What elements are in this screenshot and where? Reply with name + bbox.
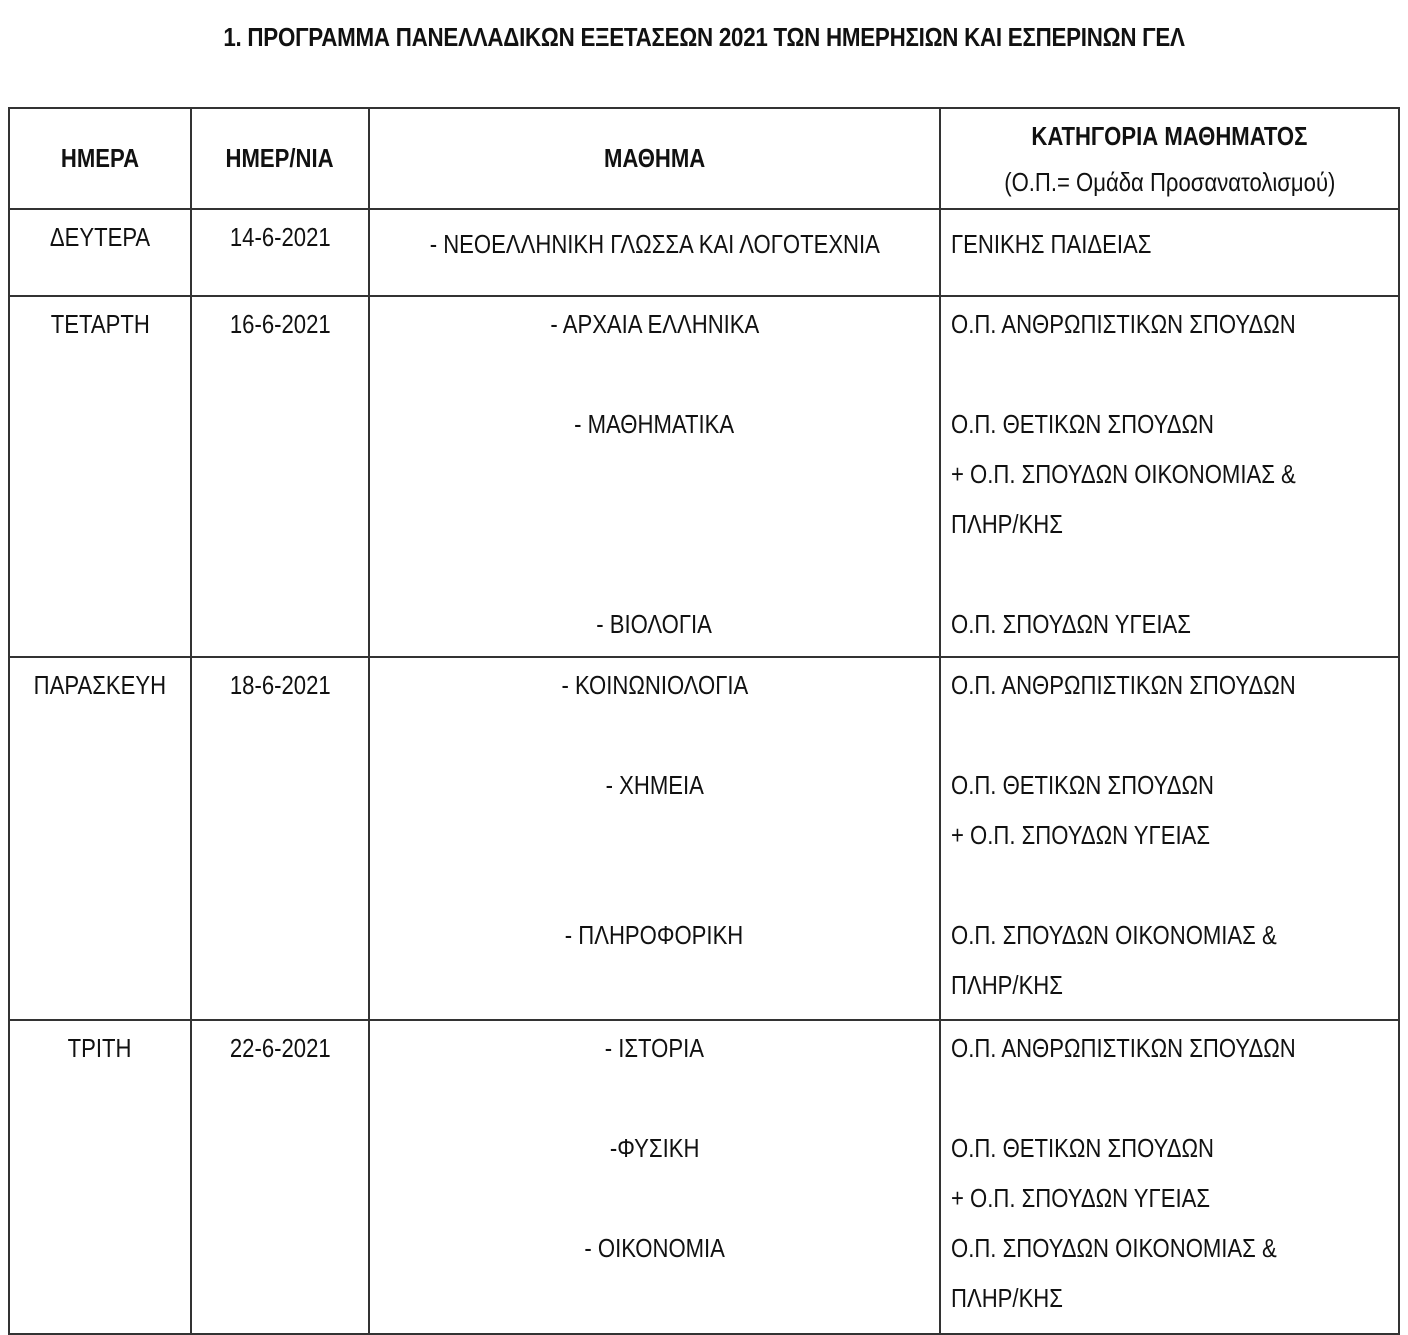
table-row — [9, 296, 1399, 657]
date-cell — [191, 209, 369, 296]
category-label: ΠΛΗΡ/ΚΗΣ — [951, 970, 1063, 1000]
header-day — [9, 108, 191, 209]
subject-cell — [369, 657, 940, 1020]
date-label: 18-6-2021 — [229, 670, 331, 700]
day-label: ΤΡΙΤΗ — [68, 1033, 132, 1063]
subject-label: - ΜΑΘΗΜΑΤΙΚΑ — [574, 409, 735, 439]
header-date — [191, 108, 369, 209]
exam-schedule-table — [8, 107, 1400, 1335]
document-title — [99, 22, 1310, 53]
subject-cell — [369, 1020, 940, 1334]
table-header-row — [9, 108, 1399, 209]
day-label: ΤΕΤΑΡΤΗ — [50, 309, 150, 339]
category-label: + Ο.Π. ΣΠΟΥΔΩΝ ΟΙΚΟΝΟΜΙΑΣ & — [951, 459, 1296, 489]
header-category — [940, 108, 1399, 209]
subject-label: - ΒΙΟΛΟΓΙΑ — [596, 609, 713, 639]
category-cell — [940, 657, 1399, 1020]
subject-label: -ΦΥΣΙΚΗ — [609, 1133, 700, 1163]
day-cell — [9, 209, 191, 296]
table-row — [9, 209, 1399, 296]
date-label: 22-6-2021 — [229, 1033, 331, 1063]
date-cell — [191, 1020, 369, 1334]
category-label: Ο.Π. ΑΝΘΡΩΠΙΣΤΙΚΩΝ ΣΠΟΥΔΩΝ — [951, 309, 1296, 339]
date-label: 14-6-2021 — [229, 222, 331, 252]
date-label: 16-6-2021 — [229, 309, 331, 339]
category-label: ΓΕΝΙΚΗΣ ΠΑΙΔΕΙΑΣ — [951, 229, 1152, 259]
header-date-label: ΗΜΕΡ/ΝΙΑ — [225, 143, 335, 173]
category-label: Ο.Π. ΣΠΟΥΔΩΝ ΥΓΕΙΑΣ — [951, 609, 1191, 639]
category-label: Ο.Π. ΘΕΤΙΚΩΝ ΣΠΟΥΔΩΝ — [951, 409, 1214, 439]
category-label: Ο.Π. ΑΝΘΡΩΠΙΣΤΙΚΩΝ ΣΠΟΥΔΩΝ — [951, 670, 1296, 700]
subject-label: - ΠΛΗΡΟΦΟΡΙΚΗ — [565, 920, 744, 950]
category-label: Ο.Π. ΑΝΘΡΩΠΙΣΤΙΚΩΝ ΣΠΟΥΔΩΝ — [951, 1033, 1296, 1063]
subject-label: - ΝΕΟΕΛΛΗΝΙΚΗ ΓΛΩΣΣΑ ΚΑΙ ΛΟΓΟΤΕΧΝΙΑ — [429, 229, 880, 259]
subject-label: - ΟΙΚΟΝΟΜΙΑ — [584, 1233, 725, 1263]
day-label: ΠΑΡΑΣΚΕΥΗ — [33, 670, 167, 700]
category-cell — [940, 296, 1399, 657]
subject-cell — [369, 296, 940, 657]
day-cell — [9, 1020, 191, 1334]
subject-label: - ΑΡΧΑΙΑ ΕΛΛΗΝΙΚΑ — [550, 309, 759, 339]
category-label: ΠΛΗΡ/ΚΗΣ — [951, 1283, 1063, 1313]
category-cell — [940, 1020, 1399, 1334]
header-subject-label: ΜΑΘΗΜΑ — [603, 143, 706, 173]
table-row — [9, 1020, 1399, 1334]
category-label: Ο.Π. ΣΠΟΥΔΩΝ ΟΙΚΟΝΟΜΙΑΣ & — [951, 1233, 1277, 1263]
day-cell — [9, 296, 191, 657]
category-label: Ο.Π. ΘΕΤΙΚΩΝ ΣΠΟΥΔΩΝ — [951, 1133, 1214, 1163]
day-label: ΔΕΥΤΕΡΑ — [49, 222, 151, 252]
header-category-label: ΚΑΤΗΓΟΡΙΑ ΜΑΘΗΜΑΤΟΣ — [1031, 120, 1308, 151]
category-label: Ο.Π. ΘΕΤΙΚΩΝ ΣΠΟΥΔΩΝ — [951, 770, 1214, 800]
category-label: ΠΛΗΡ/ΚΗΣ — [951, 509, 1063, 539]
category-cell — [940, 209, 1399, 296]
day-cell — [9, 657, 191, 1020]
header-category-note: (Ο.Π.= Ομάδα Προσανατολισμού) — [1003, 166, 1336, 197]
category-label: Ο.Π. ΣΠΟΥΔΩΝ ΟΙΚΟΝΟΜΙΑΣ & — [951, 920, 1277, 950]
header-subject — [369, 108, 940, 209]
subject-label: - ΚΟΙΝΩΝΙΟΛΟΓΙΑ — [561, 670, 748, 700]
subject-label: - ΙΣΤΟΡΙΑ — [604, 1033, 705, 1063]
header-day-label: ΗΜΕΡΑ — [60, 143, 140, 173]
subject-cell — [369, 209, 940, 296]
category-label: + Ο.Π. ΣΠΟΥΔΩΝ ΥΓΕΙΑΣ — [951, 1183, 1210, 1213]
date-cell — [191, 657, 369, 1020]
subject-label: - ΧΗΜΕΙΑ — [605, 770, 704, 800]
table-row — [9, 657, 1399, 1020]
category-label: + Ο.Π. ΣΠΟΥΔΩΝ ΥΓΕΙΑΣ — [951, 820, 1210, 850]
date-cell — [191, 296, 369, 657]
document-title-text: 1. ΠΡΟΓΡΑΜΜΑ ΠΑΝΕΛΛΑΔΙΚΩΝ ΕΞΕΤΑΣΕΩΝ 2021 ΤΩΝ ΗΜΕΡΗΣΙΩΝ ΚΑΙ ΕΣΠΕΡΙΝΩΝ ΓΕΛ — [223, 22, 1185, 52]
